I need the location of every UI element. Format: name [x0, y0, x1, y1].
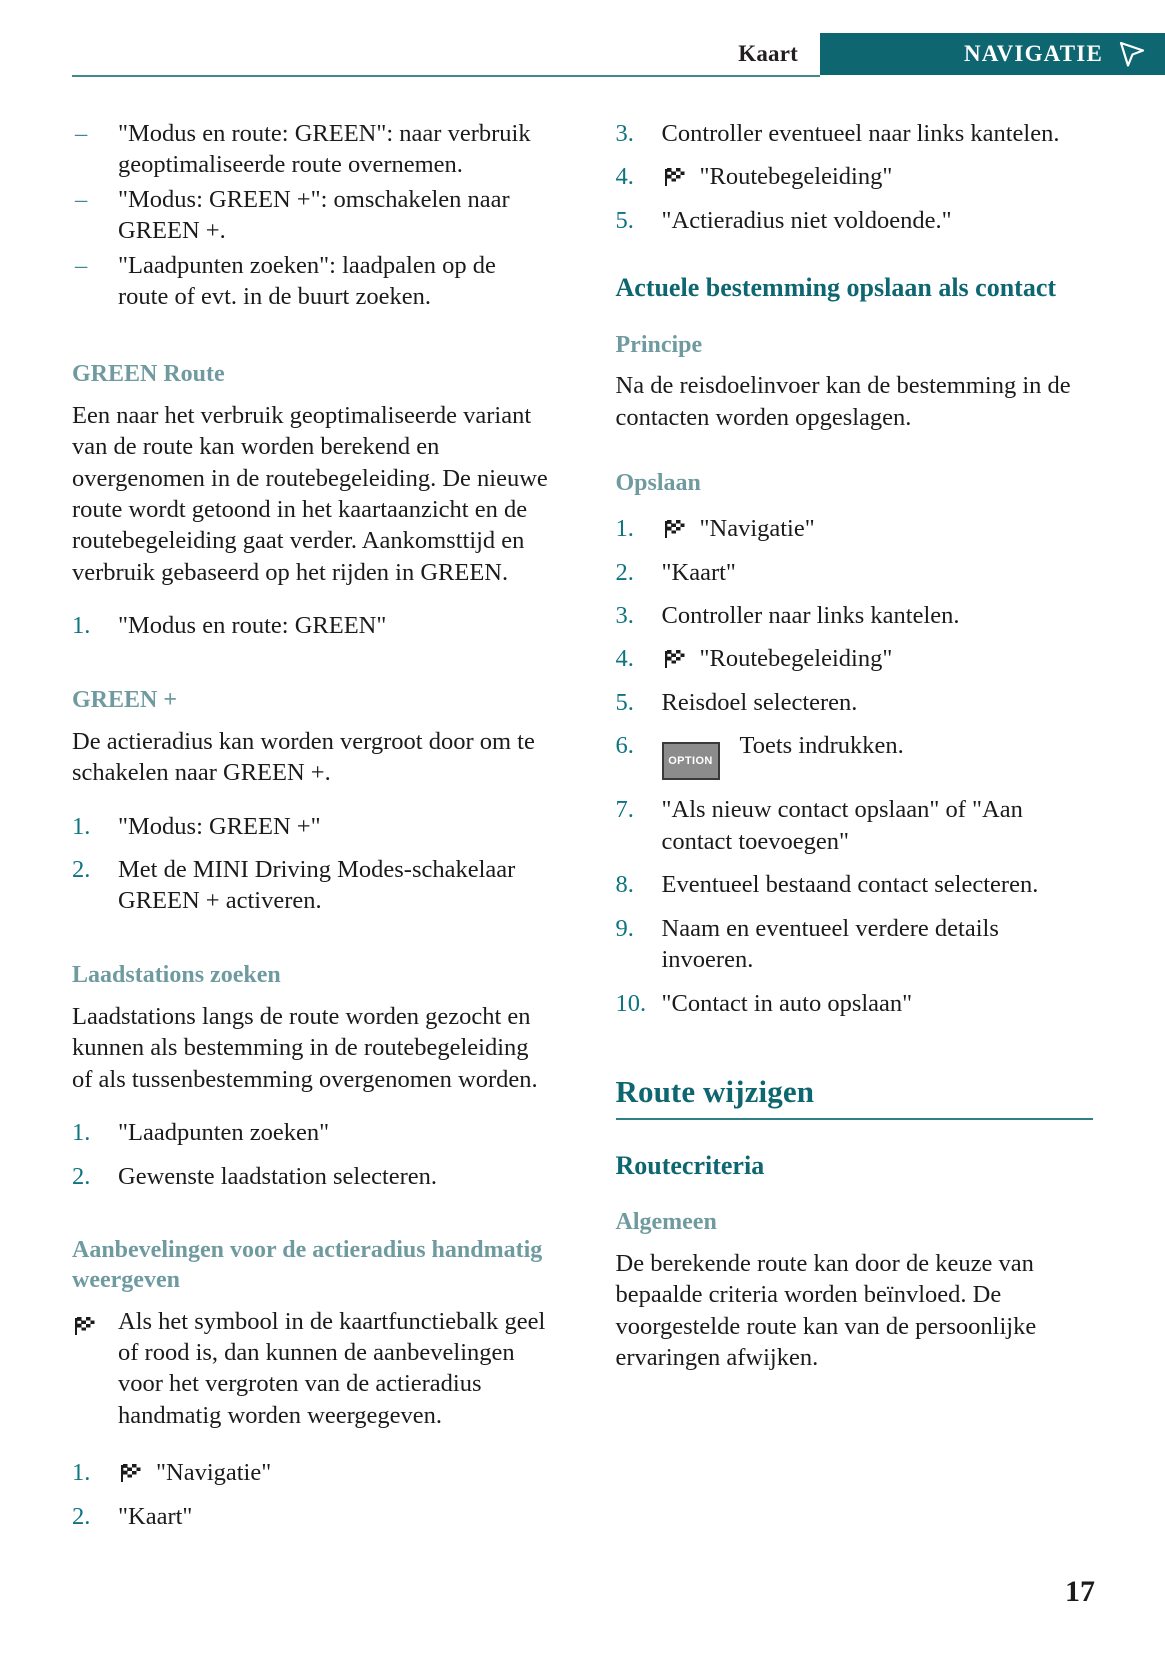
step-number: 2. — [72, 856, 91, 883]
list-item — [616, 557, 1094, 588]
list-item-text: "Modus en route: GREEN": naar verbruik geoptimaliseerde route overnemen. — [118, 120, 531, 179]
section-heading-green-route: GREEN Route — [72, 360, 225, 387]
step-label: "Routebegeleiding" — [699, 645, 893, 673]
steps-aanbevelingen — [72, 1457, 550, 1532]
step-text: "Modus: GREEN +" — [118, 812, 321, 840]
section-heading-routecriteria: Routecriteria — [615, 1150, 765, 1180]
step-number: 1. — [72, 812, 91, 840]
list-item — [616, 205, 1094, 236]
step-number: 3. — [615, 120, 634, 147]
step-label: "Navigatie" — [699, 515, 815, 543]
step-number: 5. — [615, 206, 634, 234]
right-column — [616, 118, 1094, 1532]
section-heading-green-plus: GREEN + — [72, 686, 178, 713]
steps-green-plus — [72, 811, 550, 917]
step-text: "Als nieuw contact opslaan" of "Aan contact toevoegen" — [661, 796, 1023, 855]
paragraph-green-plus: De actieradius kan worden vergroot door om te schakelen naar GREEN +. — [72, 727, 535, 787]
paragraph-aanbevelingen: Als het symbool in de kaartfunctiebalk geel of rood is, dan kunnen de aanbevelingen voor het vergroten van de actieradius handmatig worden weergegeven. — [118, 1307, 546, 1429]
header-divider — [72, 75, 820, 77]
list-item — [616, 118, 1094, 149]
header-section-title: Kaart — [738, 41, 798, 66]
step-text: Met de MINI Driving Modes-schakelaar GREEN + activeren. — [118, 856, 516, 915]
step-label: "Navigatie" — [156, 1459, 272, 1487]
step-number: 8. — [615, 871, 634, 899]
step-number: 1. — [615, 515, 634, 543]
list-item — [72, 250, 550, 313]
step-text: Controller eventueel naar links kantelen. — [661, 120, 1060, 147]
list-item — [616, 794, 1094, 857]
list-item — [616, 687, 1094, 718]
step-number: 7. — [615, 796, 634, 824]
step-number: 4. — [615, 163, 634, 191]
paragraph-green-route: Een naar het verbruik geoptimaliseerde variant van de route kan worden berekend en overgenomen in de routebegeleiding. De nieuwe route wordt getoond in het kaartaanzicht en de routebegeleiding gaat verder. Aankomsttijd en verbruik gebaseerd op het rijden in GREEN. — [72, 401, 548, 586]
step-text: "Kaart" — [118, 1502, 193, 1530]
header-chapter-banner — [820, 33, 1165, 75]
step-text: Controller naar links kantelen. — [661, 602, 960, 630]
section-heading-bestemming-opslaan: Actuele bestemming opslaan als contact — [615, 273, 1057, 303]
step-text: Gewenste laadstation selecteren. — [118, 1162, 438, 1190]
step-text: "Kaart" — [661, 558, 736, 586]
chapter-heading-route-wijzigen: Route wijzigen — [615, 1074, 815, 1110]
dash-bullet: – — [75, 185, 88, 213]
list-item — [72, 854, 550, 917]
list-item — [616, 988, 1094, 1019]
step-number: 9. — [615, 914, 634, 942]
intro-dash-list — [72, 118, 550, 313]
dash-bullet: – — [75, 251, 88, 279]
step-number: 10. — [615, 989, 647, 1017]
step-number: 1. — [72, 1119, 91, 1147]
page-columns — [72, 118, 1093, 1532]
list-item — [616, 513, 1094, 544]
paragraph-laadstations: Laadstations langs de route worden gezocht en kunnen als bestemming in de routebegeleiding of als tussenbestemming overgenomen worden. — [72, 1002, 538, 1093]
list-item — [616, 730, 1094, 780]
paragraph-algemeen: De berekende route kan door de keuze van bepaalde criteria worden beïnvloed. De voorgestelde route kan van de persoonlijke ervaringen afwijken. — [615, 1249, 1037, 1371]
option-key-button[interactable]: OPTION — [662, 742, 720, 780]
steps-laadstations — [72, 1117, 550, 1192]
list-item — [616, 643, 1094, 674]
header-chapter-title: NAVIGATIE — [963, 41, 1103, 66]
navigation-arrow-icon — [1119, 40, 1145, 68]
step-text: "Modus en route: GREEN" — [118, 612, 387, 640]
steps-green-route — [72, 610, 550, 641]
list-item — [616, 600, 1094, 631]
list-item — [616, 913, 1094, 976]
list-item — [616, 161, 1094, 192]
list-item — [72, 1161, 550, 1192]
step-number: 2. — [615, 558, 634, 586]
section-heading-algemeen: Algemeen — [615, 1208, 717, 1235]
step-text-with-key — [662, 730, 1094, 780]
checkered-flag-icon — [118, 1460, 142, 1481]
step-text: Eventueel bestaand contact selecteren. — [661, 871, 1039, 899]
page-header — [72, 33, 1165, 75]
paragraph-aanbevelingen-with-icon — [72, 1306, 550, 1432]
steps-opslaan — [616, 513, 1094, 1019]
steps-continued — [616, 118, 1094, 236]
page-number: 17 — [1065, 1575, 1095, 1608]
step-text-with-icon — [662, 643, 1094, 674]
section-heading-opslaan: Opslaan — [615, 470, 701, 497]
list-item — [72, 1117, 550, 1148]
list-item — [72, 1501, 550, 1532]
step-text: "Laadpunten zoeken" — [118, 1119, 330, 1147]
step-number: 2. — [72, 1502, 91, 1530]
paragraph-principe: Na de reisdoelinvoer kan de bestemming in de contacten worden opgeslagen. — [615, 372, 1071, 431]
left-column — [72, 118, 550, 1532]
list-item-text: "Laadpunten zoeken": laadpalen op de route of evt. in de buurt zoeken. — [118, 251, 496, 311]
checkered-flag-icon — [662, 516, 686, 537]
step-number: 2. — [72, 1162, 91, 1190]
step-text-with-icon — [662, 513, 1094, 544]
list-item — [72, 811, 550, 842]
step-number: 3. — [615, 602, 634, 630]
step-number: 1. — [72, 1459, 91, 1487]
checkered-flag-icon — [662, 164, 686, 185]
step-number: 6. — [615, 732, 634, 760]
step-number: 4. — [615, 645, 634, 673]
list-item — [72, 118, 550, 181]
step-text: "Contact in auto opslaan" — [661, 989, 913, 1017]
checkered-flag-icon — [72, 1306, 118, 1432]
section-heading-laadstations: Laadstations zoeken — [72, 961, 281, 988]
list-item-text: "Modus: GREEN +": omschakelen naar GREEN +. — [118, 185, 510, 245]
step-text: Reisdoel selecteren. — [661, 688, 858, 716]
step-number: 1. — [72, 612, 91, 640]
section-heading-principe: Principe — [615, 331, 703, 358]
checkered-flag-icon — [662, 646, 686, 667]
section-heading-aanbevelingen: Aanbevelingen voor de actieradius handmatig weergeven — [72, 1237, 543, 1293]
step-text-with-icon — [118, 1457, 550, 1488]
list-item — [616, 869, 1094, 900]
step-number: 5. — [615, 688, 634, 716]
dash-bullet: – — [75, 120, 88, 147]
step-label: Toets indrukken. — [739, 732, 904, 760]
step-text: "Actieradius niet voldoende." — [661, 206, 952, 234]
step-text-with-icon — [662, 161, 1094, 192]
step-text: Naam en eventueel verdere details invoeren. — [661, 914, 999, 974]
list-item — [72, 610, 550, 641]
step-label: "Routebegeleiding" — [699, 163, 893, 191]
list-item — [72, 184, 550, 247]
list-item — [72, 1457, 550, 1488]
